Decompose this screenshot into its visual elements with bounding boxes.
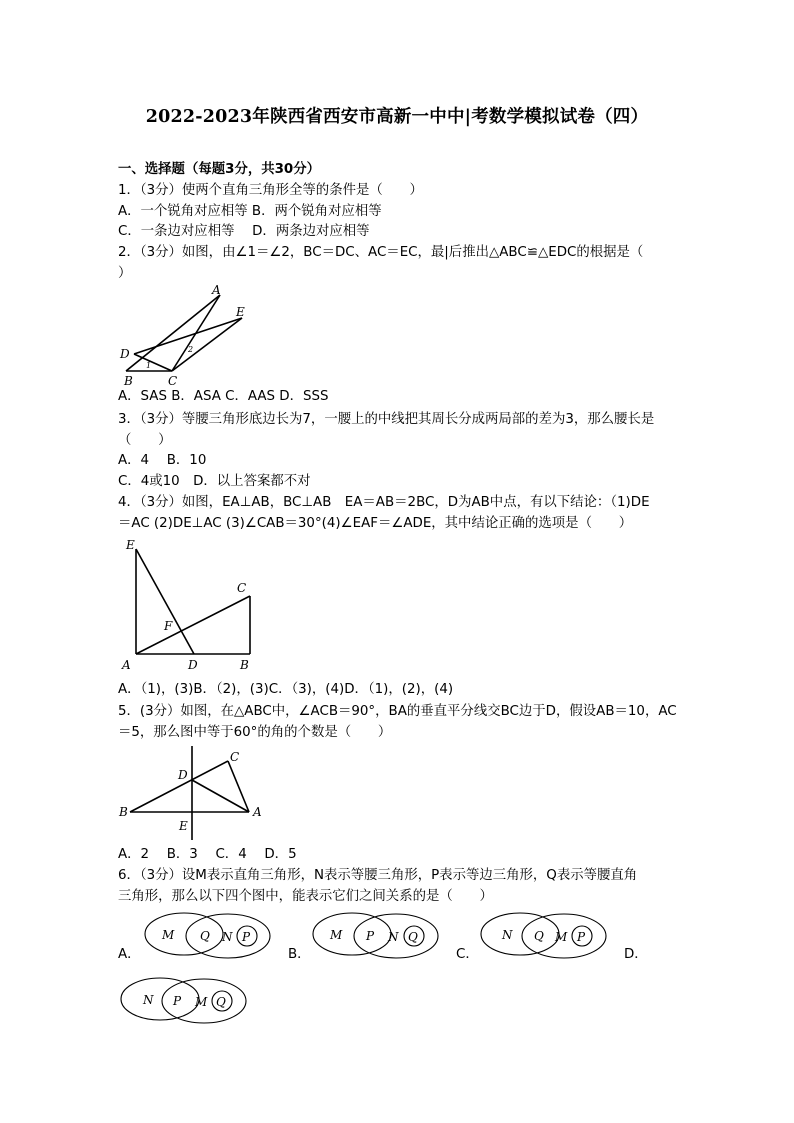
q4-label-e: E bbox=[126, 538, 135, 552]
q5-stem-2: ＝5，那么图中等于60°的角的个数是（ ） bbox=[118, 725, 392, 740]
q6-stem-2: 三角形，那么以下四个图中，能表示它们之间关系的是（ ） bbox=[118, 889, 493, 904]
venn-b-circle: Q bbox=[408, 930, 418, 944]
q3-options-1: A．4 B．10 bbox=[118, 453, 207, 468]
venn-c-overlap: Q bbox=[534, 929, 544, 943]
venn-c-inner: M bbox=[555, 930, 568, 944]
q2-label-b: B bbox=[124, 374, 133, 388]
q4-label-a: A bbox=[122, 658, 131, 672]
page-title: 2022-2023年陕西省西安市高新一中中|考数学模拟试卷（四） bbox=[145, 107, 649, 127]
q5-options: A．2 B．3 C．4 D．5 bbox=[118, 847, 297, 862]
q2-label-e: E bbox=[236, 305, 245, 319]
q6-option-c-letter: C． bbox=[456, 947, 479, 962]
venn-a-overlap: Q bbox=[200, 929, 210, 943]
q5-label-e: E bbox=[179, 819, 188, 833]
q4-stem-1: 4．（3分）如图，EA⊥AB，BC⊥AB EA＝AB＝2BC，D为AB中点，有以下结论：（1)DE bbox=[118, 495, 650, 510]
venn-b-inner: N bbox=[388, 930, 399, 944]
q6-option-a-letter: A． bbox=[118, 947, 141, 962]
q4-options: A．（1)，(3)B．（2)，(3)C．（3)，(4)D．（1)，(2)，(4) bbox=[118, 682, 454, 697]
q6-option-d-letter: D． bbox=[624, 947, 648, 962]
q6-venn-a bbox=[142, 910, 274, 962]
venn-c-circle: P bbox=[577, 930, 586, 944]
q2-stem-2: ） bbox=[118, 266, 132, 281]
q3-options-2: C．4或10 D．以上答案都不对 bbox=[118, 474, 311, 489]
venn-a-inner: N bbox=[222, 930, 233, 944]
q6-venn-d bbox=[118, 975, 250, 1027]
q4-label-f: F bbox=[164, 619, 173, 633]
venn-b-overlap: P bbox=[366, 929, 375, 943]
q6-venn-c bbox=[478, 910, 610, 962]
q1-options-1: A．一个锐角对应相等 B．两个锐角对应相等 bbox=[118, 204, 382, 219]
q2-angle-1: 1 bbox=[146, 361, 152, 370]
venn-c-outer: N bbox=[502, 928, 513, 942]
q2-figure bbox=[112, 280, 262, 392]
venn-d-overlap: P bbox=[173, 994, 182, 1008]
venn-d-inner: M bbox=[195, 995, 208, 1009]
q2-stem-1: 2．（3分）如图，由∠1＝∠2，BC＝DC、AC＝EC，最|后推出△ABC≌△EDC的根据是（ bbox=[118, 245, 644, 260]
q4-figure bbox=[112, 530, 264, 676]
q5-label-b: B bbox=[119, 805, 128, 819]
venn-d-circle: Q bbox=[216, 995, 226, 1009]
q2-label-c: C bbox=[168, 374, 178, 388]
q3-stem-1: 3．（3分）等腰三角形底边长为7，一腰上的中线把其周长分成两局部的差为3，那么腰长是 bbox=[118, 412, 655, 427]
venn-a-circle: P bbox=[242, 930, 251, 944]
q6-venn-b bbox=[310, 910, 442, 962]
q5-label-a: A bbox=[253, 805, 262, 819]
section-heading: 一、选择题（每题3分，共30分） bbox=[118, 162, 321, 177]
q4-label-d: D bbox=[188, 658, 198, 672]
q6-option-b-letter: B． bbox=[288, 947, 311, 962]
venn-a-outer: M bbox=[162, 928, 175, 942]
q5-label-d: D bbox=[178, 768, 188, 782]
q4-stem-2: ＝AC (2)DE⊥AC (3)∠CAB＝30°(4)∠EAF＝∠ADE，其中结论正确的选项是（ ） bbox=[118, 516, 633, 531]
venn-d-outer: N bbox=[143, 993, 154, 1007]
q5-figure bbox=[112, 742, 272, 844]
q2-label-d: D bbox=[120, 347, 130, 361]
q1-stem: 1．（3分）使两个直角三角形全等的条件是（ ） bbox=[118, 183, 423, 198]
q4-label-c: C bbox=[237, 581, 247, 595]
q4-label-b: B bbox=[240, 658, 249, 672]
q2-options: A．SAS B．ASA C．AAS D．SSS bbox=[118, 389, 329, 404]
q3-stem-2: （ ） bbox=[118, 433, 172, 448]
q2-label-a: A bbox=[212, 283, 221, 297]
q2-angle-2: 2 bbox=[188, 345, 194, 354]
venn-b-outer: M bbox=[330, 928, 343, 942]
q5-stem-1: 5．(3分）如图，在△ABC中，∠ACB＝90°，BA的垂直平分线交BC边于D，假设AB＝10，AC bbox=[118, 704, 677, 719]
q1-options-2: C．一条边对应相等 D．两条边对应相等 bbox=[118, 224, 370, 239]
q5-label-c: C bbox=[230, 750, 240, 764]
q6-stem-1: 6．（3分）设M表示直角三角形，N表示等腰三角形，P表示等边三角形，Q表示等腰直角 bbox=[118, 868, 638, 883]
